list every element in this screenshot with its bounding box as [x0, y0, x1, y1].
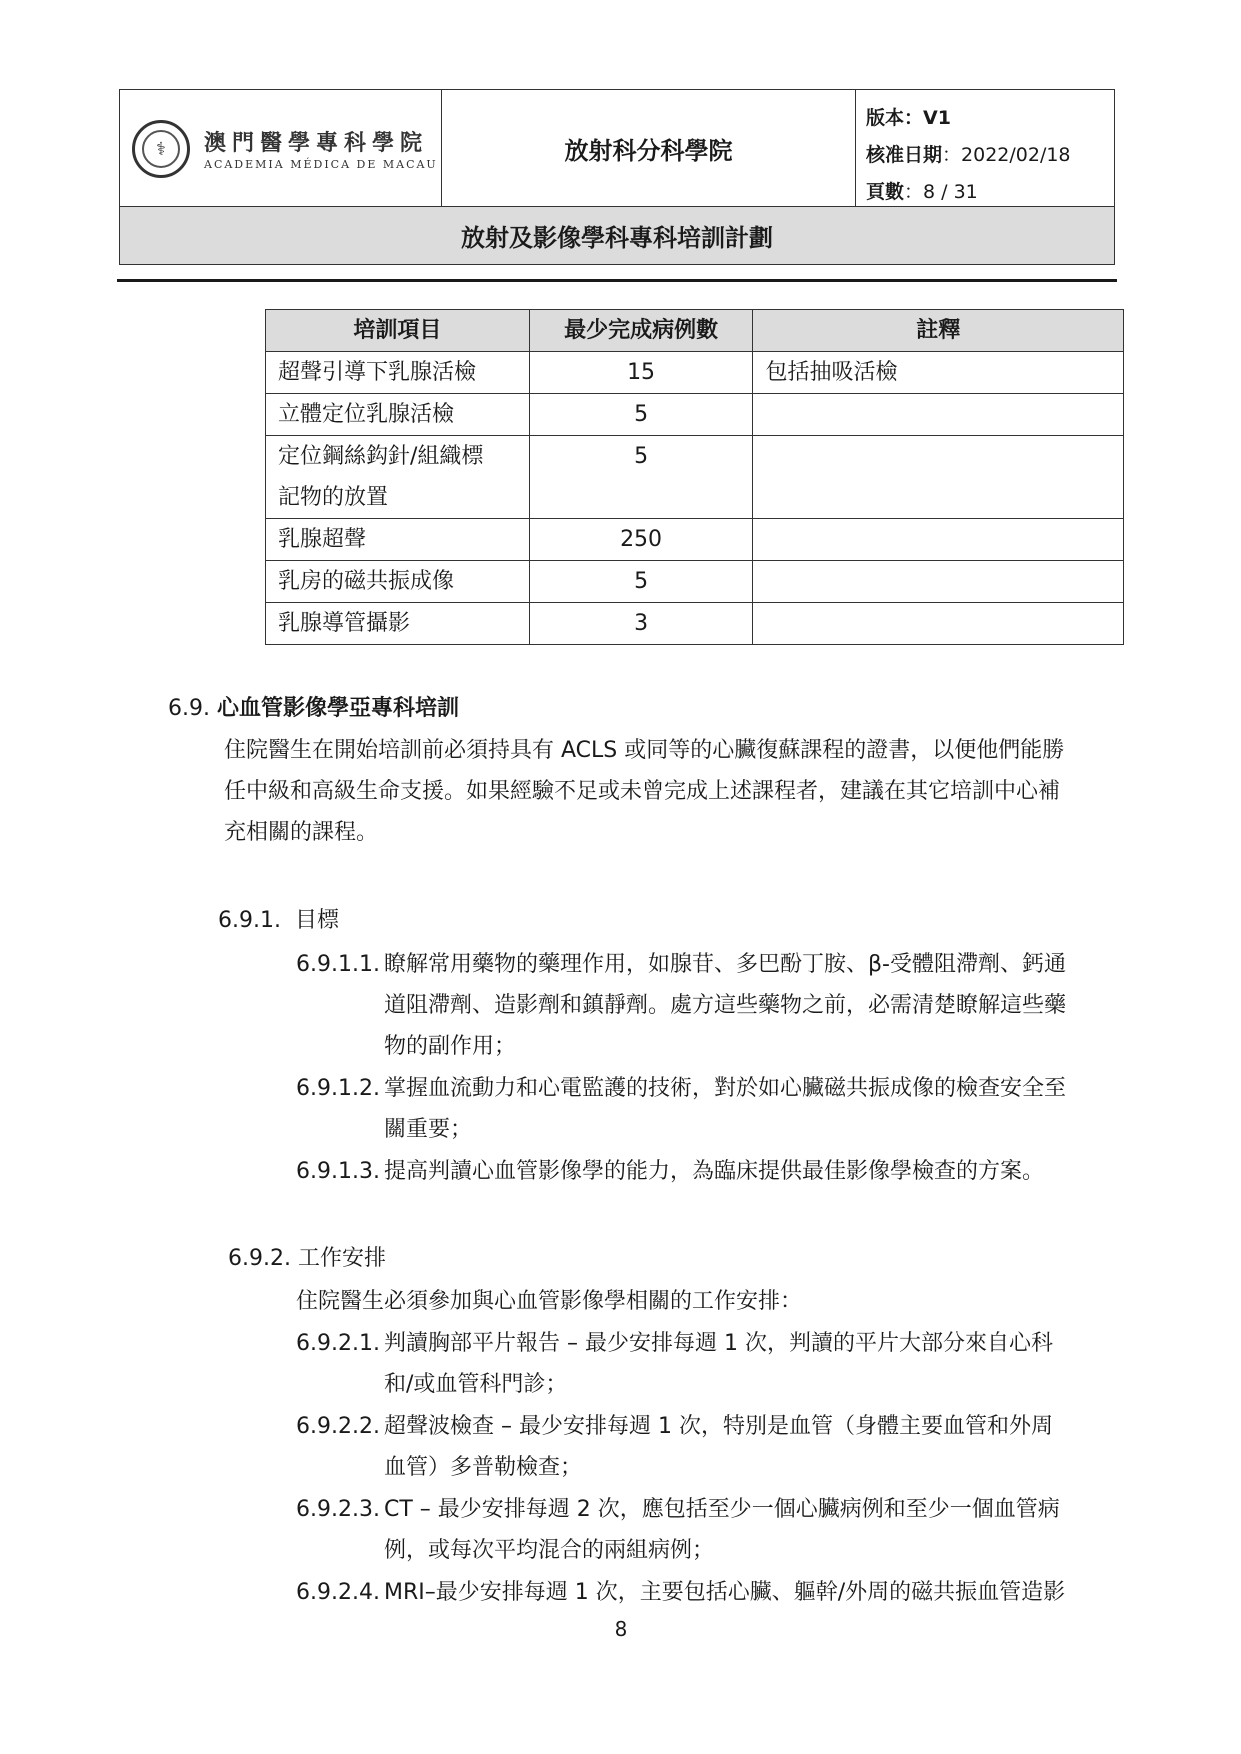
table-row [266, 603, 1124, 645]
section-intro-line: 任中級和高級生命支援。如果經驗不足或未曾完成上述課程者，建議在其它培訓中心補 [224, 779, 1061, 804]
logo-portuguese-name: ACADEMIA MÉDICA DE MACAU [204, 158, 438, 171]
table-row [266, 436, 1124, 519]
list-item-number: 6.9.2.2. [296, 1414, 380, 1439]
table-header-row [266, 310, 1124, 352]
table-cell-item: 乳腺超聲 [266, 519, 530, 561]
table-cell-count: 3 [529, 603, 753, 645]
logo-cell [120, 90, 442, 206]
subsection-heading-work: 6.9.2. 工作安排 [228, 1246, 386, 1271]
table-cell-note: 包括抽吸活檢 [753, 352, 1124, 394]
list-item-line: 物的副作用； [384, 1034, 517, 1059]
table-cell-item: 超聲引導下乳腺活檢 [266, 352, 530, 394]
list-item-line: CT – 最少安排每週 2 次，應包括至少一個心臟病例和至少一個血管病 [384, 1497, 1060, 1522]
table-row [266, 352, 1124, 394]
table-cell-item: 乳腺導管攝影 [266, 603, 530, 645]
table-cell-item: 立體定位乳腺活檢 [266, 394, 530, 436]
list-item-line: 和/或血管科門診； [384, 1372, 568, 1397]
table-cell-note [753, 603, 1124, 645]
table-cell-count: 5 [529, 561, 753, 603]
table-cell-count: 250 [529, 519, 753, 561]
page-number: 8 [614, 1617, 628, 1641]
pages-line: 頁數：8 / 31 [866, 181, 978, 203]
list-item-line: 道阻滯劑、造影劑和鎮靜劑。處方這些藥物之前，必需清楚瞭解這些藥 [384, 993, 1067, 1018]
header-rule [117, 279, 1117, 282]
list-item-line: 關重要； [384, 1117, 473, 1142]
column-header-count: 最少完成病例數 [529, 310, 753, 352]
table-cell-item: 定位鋼絲鈎針/組織標 記物的放置 [266, 436, 530, 519]
subsection-heading-objectives: 6.9.1. 目標 [218, 908, 339, 933]
table-cell-item: 乳房的磁共振成像 [266, 561, 530, 603]
list-item-line: 提高判讀心血管影像學的能力，為臨床提供最佳影像學檢查的方案。 [384, 1159, 1045, 1184]
table-cell-note [753, 436, 1124, 519]
table-row [266, 519, 1124, 561]
academy-seal-icon: ⚕ [132, 120, 190, 178]
column-header-note: 註釋 [753, 310, 1124, 352]
college-name: 放射科分科學院 [442, 90, 856, 206]
column-header-item: 培訓項目 [266, 310, 530, 352]
list-item-line: 血管）多普勒檢查； [384, 1455, 583, 1480]
table-cell-note [753, 394, 1124, 436]
version-line: 版本：V1 [866, 107, 951, 129]
table-cell-count: 5 [529, 394, 753, 436]
approved-date-line: 核准日期：2022/02/18 [866, 144, 1071, 166]
work-intro: 住院醫生必須參加與心血管影像學相關的工作安排： [296, 1289, 803, 1314]
list-item-number: 6.9.2.4. [296, 1580, 380, 1605]
list-item-number: 6.9.1.2. [296, 1076, 380, 1101]
list-item-line: 判讀胸部平片報告 – 最少安排每週 1 次，判讀的平片大部分來自心科 [384, 1331, 1053, 1356]
section-intro-line: 充相關的課程。 [224, 820, 379, 845]
list-item-line: 超聲波檢查 – 最少安排每週 1 次，特別是血管（身體主要血管和外周 [384, 1414, 1053, 1439]
document-header [119, 89, 1115, 265]
table-cell-count: 15 [529, 352, 753, 394]
list-item-line: 掌握血流動力和心電監護的技術，對於如心臟磁共振成像的檢查安全至 [384, 1076, 1067, 1101]
table-cell-note [753, 561, 1124, 603]
section-heading: 6.9. 心血管影像學亞專科培訓 [168, 696, 459, 721]
list-item-number: 6.9.2.1. [296, 1331, 380, 1356]
table-cell-count: 5 [529, 436, 753, 519]
section-intro-line: 住院醫生在開始培訓前必須持具有 ACLS 或同等的心臟復蘇課程的證書，以便他們能勝 [224, 738, 1065, 763]
list-item-number: 6.9.1.3. [296, 1159, 380, 1184]
document-meta [856, 90, 1114, 206]
list-item-line: MRI–最少安排每週 1 次，主要包括心臟、軀幹/外周的磁共振血管造影 [384, 1580, 1066, 1605]
list-item-number: 6.9.2.3. [296, 1497, 380, 1522]
table-row [266, 394, 1124, 436]
plan-title: 放射及影像學科專科培訓計劃 [120, 206, 1114, 264]
list-item-line: 例，或每次平均混合的兩組病例； [384, 1538, 715, 1563]
list-item-number: 6.9.1.1. [296, 952, 380, 977]
training-table [265, 309, 1124, 645]
logo-chinese-name: 澳門醫學專科學院 [204, 130, 429, 156]
table-row [266, 561, 1124, 603]
list-item-line: 瞭解常用藥物的藥理作用，如腺苷、多巴酚丁胺、β-受體阻滯劑、鈣通 [384, 952, 1066, 977]
table-cell-note [753, 519, 1124, 561]
